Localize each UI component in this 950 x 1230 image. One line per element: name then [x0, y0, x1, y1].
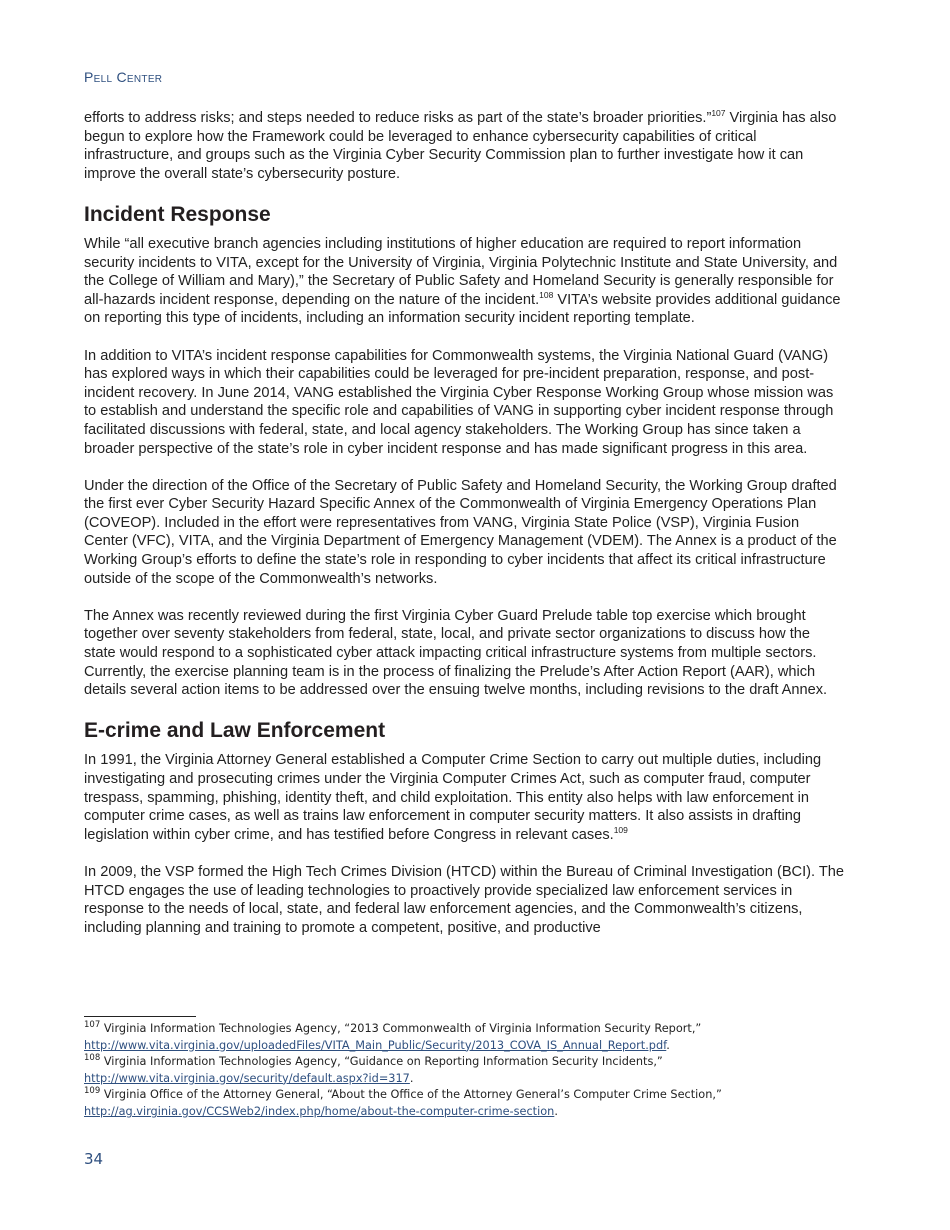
body-content	[84, 109, 844, 956]
footnote-text: Virginia Information Technologies Agency, “Guidance on Reporting Information Security Incidents,”	[103, 1055, 663, 1069]
paragraph-text: efforts to address risks; and steps needed to reduce risks as part of the state’s broader priorities.”	[84, 110, 712, 126]
footnote-ref[interactable]: 109	[613, 824, 628, 835]
footnote-link[interactable]: http://www.vita.virginia.gov/uploadedFiles/VITA_Main_Public/Security/2013_COVA_IS_Annual_Report.pdf	[84, 1038, 667, 1052]
footnote-end: .	[409, 1071, 414, 1085]
paragraph	[84, 751, 844, 844]
footnote-number: 107	[84, 1020, 101, 1031]
footnote-109	[84, 1087, 844, 1120]
footnote-link[interactable]: http://ag.virginia.gov/CCSWeb2/index.php/home/about-the-computer-crime-section	[84, 1104, 555, 1118]
page-number: 34	[84, 1150, 104, 1168]
footnote-text: Virginia Office of the Attorney General, “About the Office of the Attorney General’s Computer Crime Section,”	[103, 1088, 722, 1102]
footnote-number: 109	[84, 1086, 101, 1097]
paragraph-text: Virginia has also begun to explore how the Framework could be leveraged to enhance cybersecurity capabilities of critical infrastructure, and groups such as the Virginia Cyber Security Commission plan to further investigate how it can improve the overall state’s cybersecurity posture.	[84, 110, 837, 182]
footnote-107	[84, 1021, 844, 1054]
section-heading-incident-response: Incident Response	[84, 202, 271, 226]
paragraph: In addition to VITA’s incident response capabilities for Commonwealth systems, the Virginia National Guard (VANG) has explored ways in which their capabilities could be leveraged for pre-incident preparation, response, and post-incident recovery. In June 2014, VANG established the Virginia Cyber Response Working Group whose mission was to establish and understand the specific role and capabilities of VANG in supporting cyber incident response through facilitated discussions with federal, state, and local agency stakeholders. The Working Group has since taken a broader perspective of the state’s role in cyber incident response and has made significant progress in this area.	[84, 347, 834, 457]
intro-paragraph	[84, 109, 844, 183]
paragraph-text: In 1991, the Virginia Attorney General established a Computer Crime Section to carry out multiple duties, including investigating and prosecuting crimes under the Virginia Computer Crimes Act, such as computer fraud, computer trespass, spamming, phishing, identity theft, and child exploitation. This entity also helps with law enforcement in computer crime cases, as well as trains law enforcement in computer security matters. It also assists in drafting legislation within cyber crime, and has testified before Congress in relevant cases.	[84, 752, 822, 843]
footnote-ref[interactable]: 107	[711, 108, 726, 119]
footnote-end: .	[554, 1104, 558, 1118]
footnote-text: Virginia Information Technologies Agency, “2013 Commonwealth of Virginia Information Security Report,”	[103, 1022, 702, 1035]
section-heading-ecrime: E-crime and Law Enforcement	[84, 719, 386, 743]
footnote-ref[interactable]: 108	[539, 289, 554, 300]
footnote-end: .	[666, 1038, 670, 1052]
footnote-divider	[84, 1016, 196, 1017]
paragraph	[84, 235, 844, 328]
footnote-108	[84, 1054, 844, 1087]
footnote-link[interactable]: http://www.vita.virginia.gov/security/default.aspx?id=317	[84, 1071, 410, 1085]
paragraph-text: While “all executive branch agencies including institutions of higher education are required to report information security incidents to VITA, except for the University of Virginia, Virginia Polytechnic Institute and State University, and the College of William and Mary),” the Secretary of Public Safety and Homeland Security is generally responsible for all-hazards incident response, depending on the nature of the incident.	[84, 235, 838, 308]
paragraph: In 2009, the VSP formed the High Tech Crimes Division (HTCD) within the Bureau of Criminal Investigation (BCI). The HTCD engages the use of leading technologies to proactively provide specialized law enforcement services in response to the needs of local, state, and federal law enforcement agencies, and the Commonwealth’s citizens, including planning and training to promote a competent, positive, and productive	[84, 863, 845, 936]
paragraph: Under the direction of the Office of the Secretary of Public Safety and Homeland Security, the Working Group drafted the first ever Cyber Security Hazard Specific Annex of the Commonwealth of Virginia Emergency Operations Plan (COVEOP). Included in the effort were representatives from VANG, Virginia State Police (VSP), Virginia Fusion Center (VFC), VITA, and the Virginia Department of Emergency Management (VDEM). The Annex is a product of the Working Group’s efforts to define the state’s role in responding to cyber incidents that affect its critical infrastructure outside of the scope of the Commonwealth’s networks.	[84, 477, 837, 587]
footnotes	[84, 1021, 844, 1121]
running-header: Pell Center	[84, 69, 163, 85]
paragraph: The Annex was recently reviewed during the first Virginia Cyber Guard Prelude table top exercise which brought together over seventy stakeholders from federal, state, local, and private sector organizations to discuss how the state would respond to a sophisticated cyber attack impacting critical infrastructure systems from multiple sectors. Currently, the exercise planning team is in the process of finalizing the Prelude’s After Action Report (AAR), which details several action items to be addressed over the ensuing twelve months, including revisions to the draft Annex.	[84, 607, 828, 699]
paragraph-text: VITA’s website provides additional guidance on reporting this type of incidents, including an information security incident reporting template.	[84, 291, 841, 327]
footnote-number: 108	[84, 1053, 101, 1064]
